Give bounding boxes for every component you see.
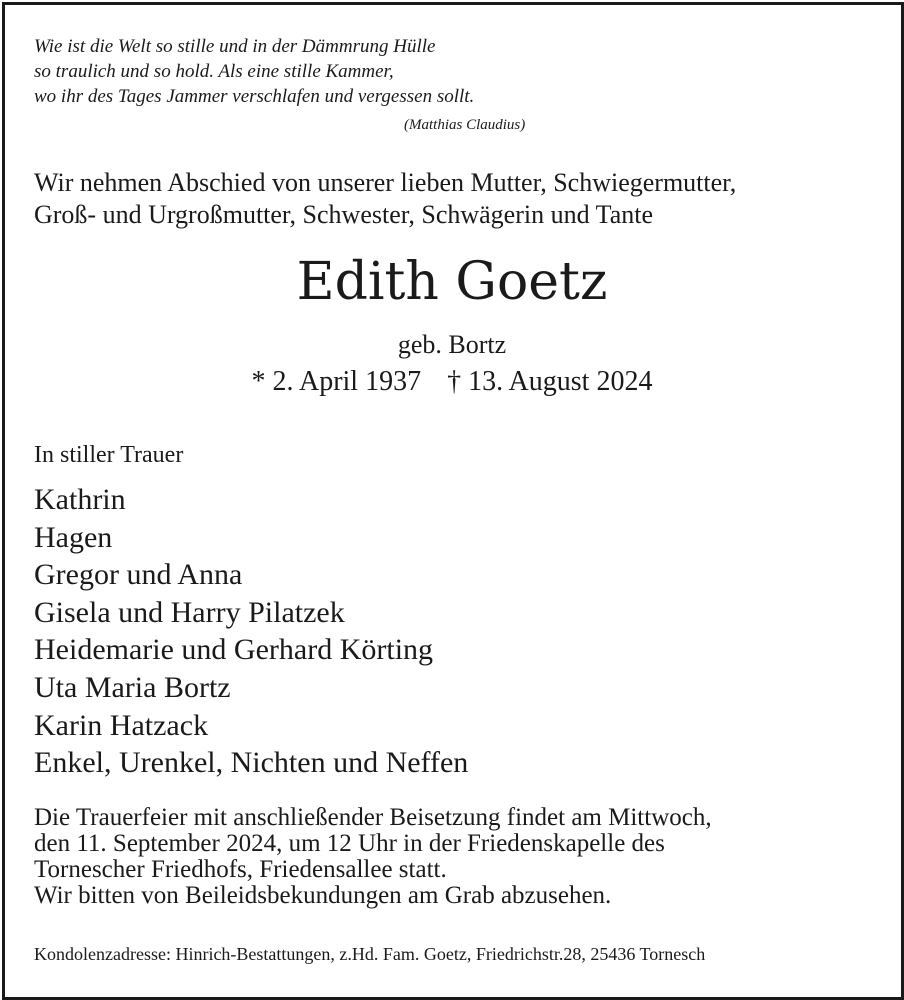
mourner-item: Kathrin	[34, 483, 126, 516]
intro-line: Wir nehmen Abschied von unserer lieben Mutter, Schwiegermutter,	[34, 168, 737, 197]
funeral-details	[34, 805, 712, 909]
mourning-label: In stiller Trauer	[34, 442, 184, 468]
condolence-address: Kondolenzadresse: Hinrich-Bestattungen, z.Hd. Fam. Goetz, Friedrichstr.28, 25436 Tornesch	[34, 944, 706, 964]
death-date: † 13. August 2024	[447, 366, 653, 397]
maiden-name: geb. Bortz	[397, 330, 507, 359]
intro-line: Groß- und Urgroßmutter, Schwester, Schwägerin und Tante	[34, 200, 653, 229]
deceased-name: Edith Goetz	[296, 252, 608, 312]
mourners-list	[34, 481, 468, 782]
mourner-item: Hagen	[34, 520, 113, 554]
intro-text	[34, 167, 736, 231]
mourner-item: Enkel, Urenkel, Nichten und Neffen	[34, 746, 469, 780]
funeral-line: Tornescher Friedhofs, Friedensallee statt.	[34, 856, 447, 883]
life-dates	[0, 366, 904, 398]
funeral-line: den 11. September 2024, um 12 Uhr in der Friedenskapelle des	[34, 830, 665, 857]
funeral-line: Die Trauerfeier mit anschließender Beisetzung findet am Mittwoch,	[34, 804, 712, 831]
mourner-item: Gregor und Anna	[34, 558, 243, 592]
birth-date: * 2. April 1937	[251, 366, 422, 397]
poem-quote	[34, 34, 474, 109]
mourner-item: Heidemarie und Gerhard Körting	[34, 633, 434, 667]
poem-author: (Matthias Claudius)	[404, 117, 526, 133]
poem-line: so traulich und so hold. Als eine stille Kammer,	[34, 61, 394, 82]
mourner-item: Uta Maria Bortz	[34, 670, 231, 704]
poem-line: wo ihr des Tages Jammer verschlafen und vergessen sollt.	[34, 86, 475, 107]
funeral-line: Wir bitten von Beileidsbekundungen am Grab abzusehen.	[34, 882, 612, 909]
mourner-item: Karin Hatzack	[34, 708, 209, 742]
mourner-item: Gisela und Harry Pilatzek	[34, 595, 345, 629]
poem-line: Wie ist die Welt so stille und in der Dämmrung Hülle	[34, 36, 436, 57]
